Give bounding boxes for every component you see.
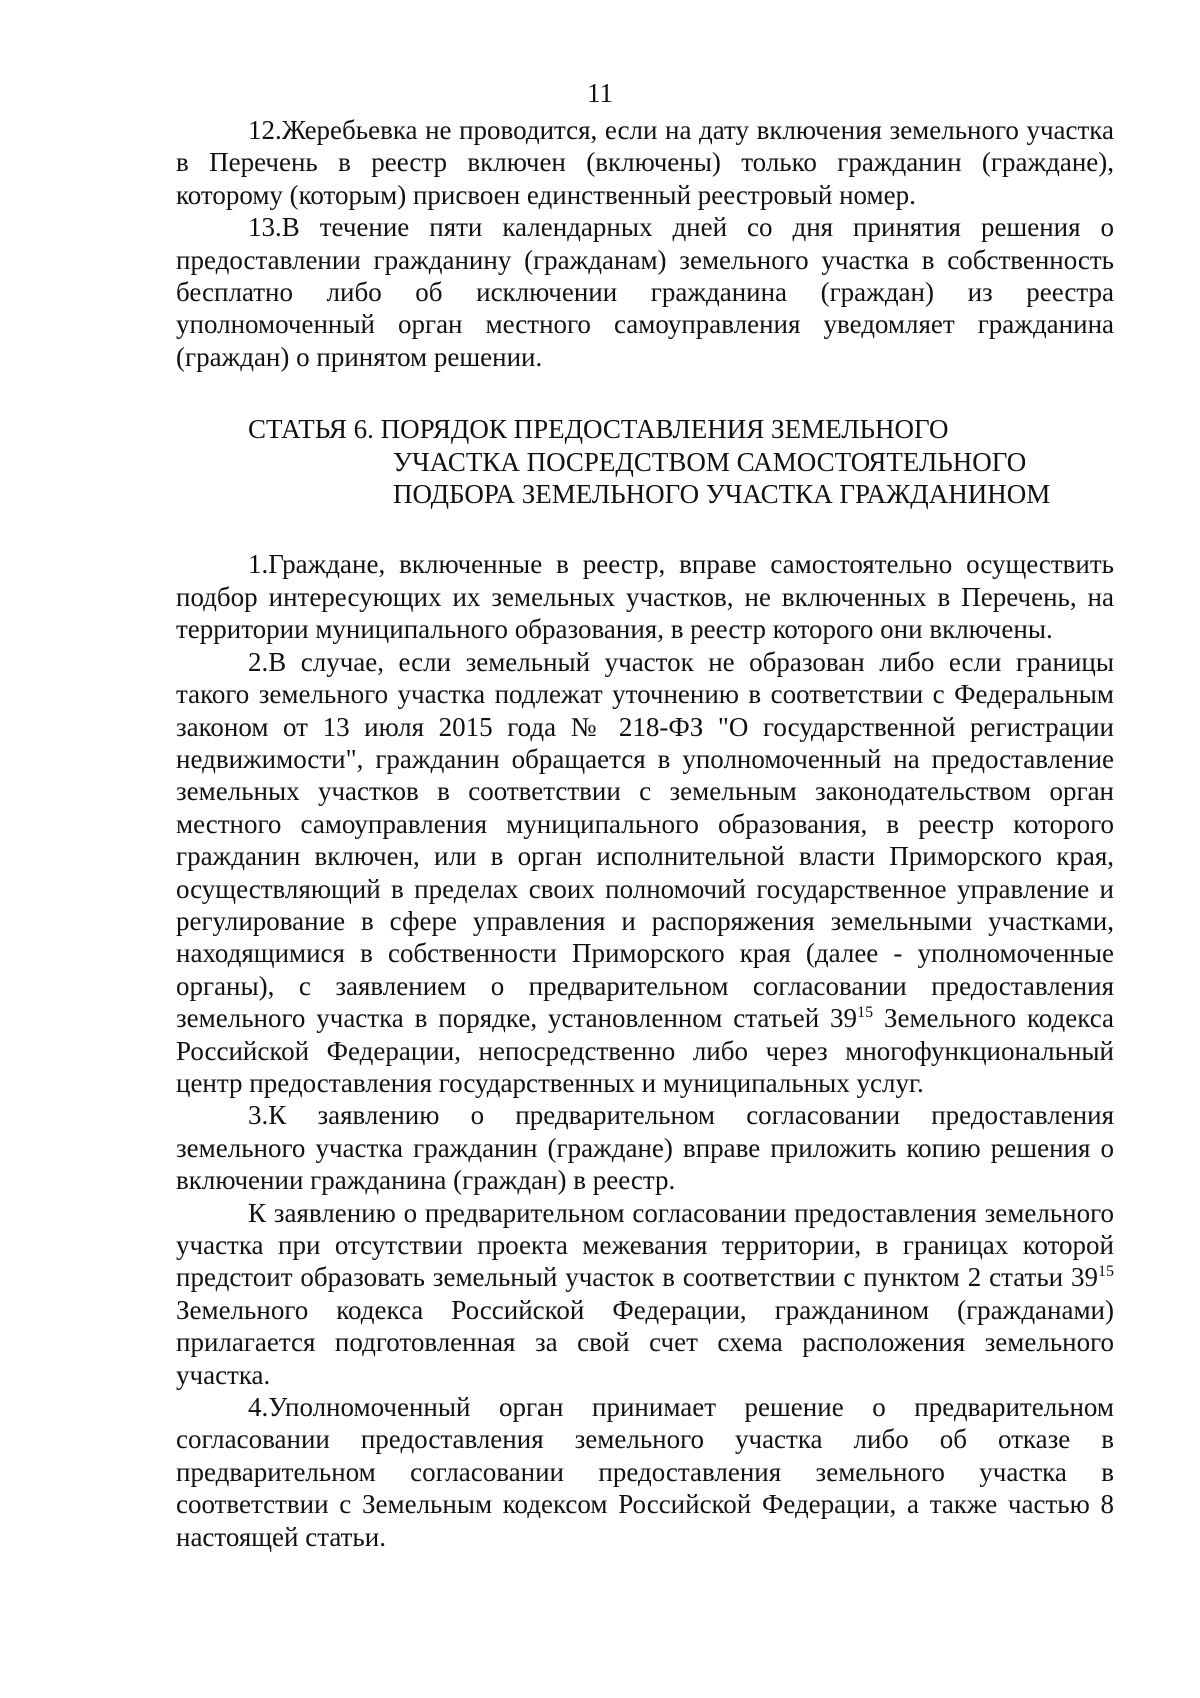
paragraph-2-text-end: Земельного кодекса Российской Федерации, непосредственно либо через многофункциональный центр предоставления государственных и муниципальных услуг. [176, 1003, 1114, 1098]
page-number: 11 [587, 78, 613, 108]
article-6-paragraph-2 [176, 646, 1114, 1100]
paragraph-2-text-start: 2.В случае, если земельный участок не образован либо если границы такого земельного участка подлежат уточнению в соответствии с Федеральным законом от 13 июля 2015 года № 218-ФЗ "О государственной регистрации недвижимости", гражданин обращается в уполномоченный на предоставление земельных участков в соответствии с земельным законодательством орган местного самоуправления муниципального образования, в реестр которого гражданин включен, или в орган исполнительной власти Приморского края, осуществляющий в пределах своих полномочий государственное управление и регулирование в сфере управления и распоряжения земельными участками, находящимися в собственности Приморского края (далее - уполномоченные органы), с заявлением о предварительном согласовании предоставления земельного участка в порядке, установленном статьей 39 [176, 646, 1114, 1034]
paragraph-3b-superscript: 15 [1098, 1263, 1114, 1281]
paragraph-13: 13.В течение пяти календарных дней со дня принятия решения о предоставлении гражданину (гражданам) земельного участка в собственность бесплатно либо об исключении гражданина (граждан) из реестра уполномоченный орган местного самоуправления уведомляет гражданина (граждан) о принятом решении. [176, 212, 1114, 372]
paragraph-3b-text-start: К заявлению о предварительном согласовании предоставления земельного участка при отсутствии проекта межевания территории, в границах которой предстоит образовать земельный участок в соответствии с пунктом 2 статьи 39 [176, 1197, 1114, 1293]
heading-line-3: ПОДБОРА ЗЕМЕЛЬНОГО УЧАСТКА ГРАЖДАНИНОМ [393, 479, 1051, 510]
article-6-paragraph-3: 3.К заявлению о предварительном согласовании предоставления земельного участка гражданин (граждане) вправе приложить копию решения о включении гражданина (граждан) в реестр. [176, 1100, 1114, 1196]
paragraph-12: 12.Жеребьевка не проводится, если на дату включения земельного участка в Перечень в реестр включен (включены) только гражданин (граждане), которому (которым) присвоен единственный реестровый номер. [176, 115, 1114, 210]
paragraph-2-superscript: 15 [857, 1004, 874, 1022]
article-6-paragraph-4: 4.Уполномоченный орган принимает решение о предварительном согласовании предоставления земельного участка либо об отказе в предварительном согласовании предоставления земельного участка в соответствии с Земельным кодексом Российской Федерации, а также частью 8 настоящей статьи. [176, 1392, 1114, 1552]
heading-line-2: УЧАСТКА ПОСРЕДСТВОМ САМОСТОЯТЕЛЬНОГО [393, 446, 1027, 477]
heading-line-1: СТАТЬЯ 6. ПОРЯДОК ПРЕДОСТАВЛЕНИЯ ЗЕМЕЛЬНОГО [248, 414, 949, 445]
article-6-heading [248, 413, 1114, 510]
document-body [176, 114, 1114, 1553]
paragraph-3b-text-end: Земельного кодекса Российской Федерации, гражданином (гражданами) прилагается подготовленная за свой счет схема расположения земельного участка. [176, 1294, 1114, 1390]
article-6-paragraph-1: 1.Граждане, включенные в реестр, вправе самостоятельно осуществить подбор интересующих их земельных участков, не включенных в Перечень, на территории муниципального образования, в реестр которого они включены. [176, 549, 1114, 645]
article-6-paragraph-3-continued [176, 1197, 1114, 1391]
